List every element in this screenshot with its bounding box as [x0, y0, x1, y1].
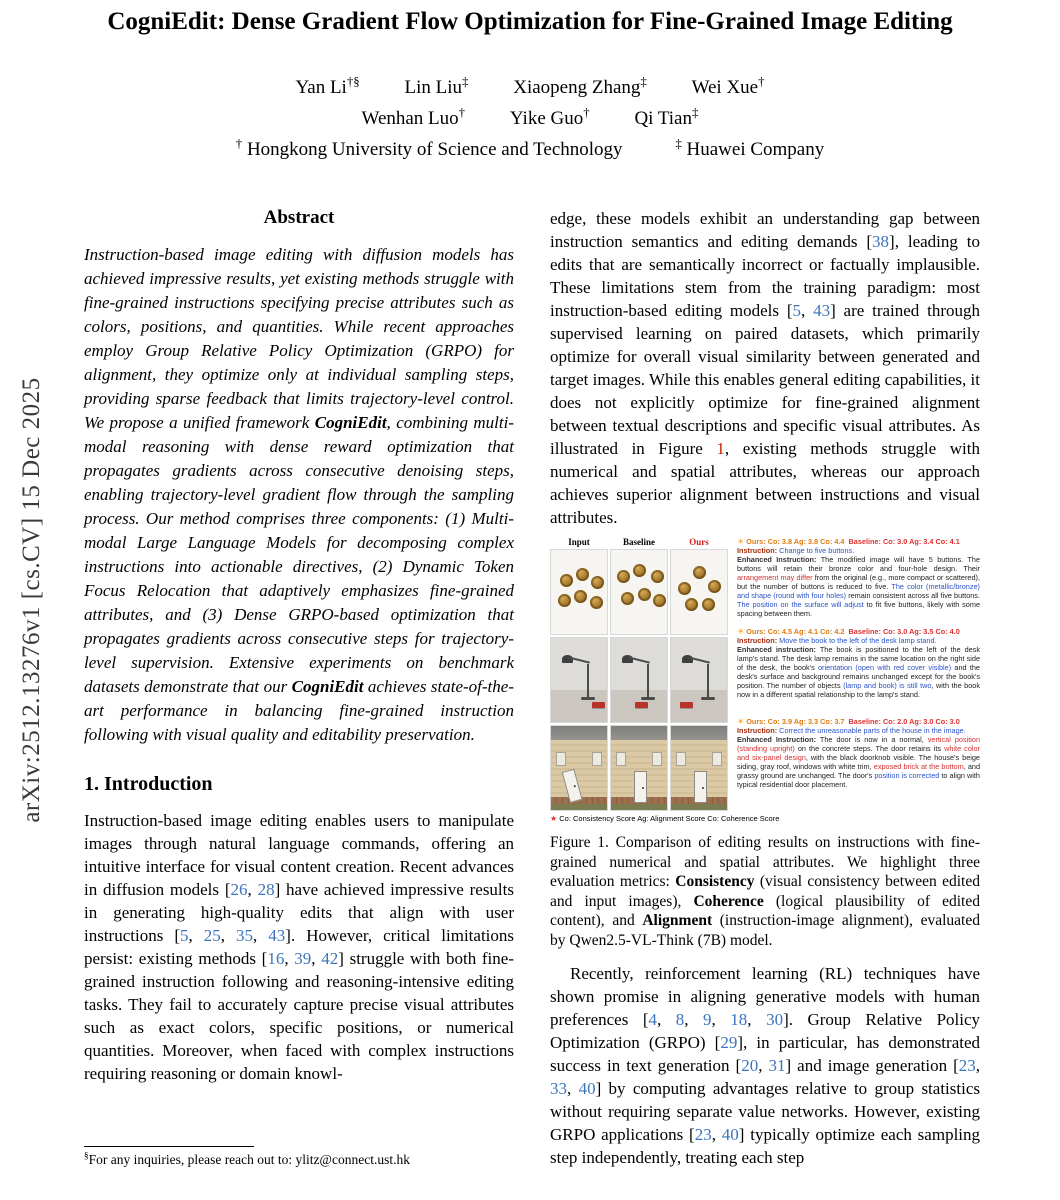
author: [509, 104, 590, 129]
house-window: [652, 752, 662, 766]
lamp-stand: [587, 664, 589, 698]
house-window: [556, 752, 566, 766]
figure-row-house: [550, 725, 732, 811]
red-book: [635, 702, 648, 708]
button-coin: [702, 598, 715, 611]
instruction-line: [737, 546, 980, 555]
enhanced-segment: to align with typical residential door placement.: [737, 771, 980, 789]
author-row-2: [60, 103, 1000, 134]
button-coin: [560, 574, 573, 587]
sun-icon: ☀: [737, 717, 745, 726]
paper-title: CogniEdit: Dense Gradient Flow Optimization for Fine-Grained Image Editing: [107, 8, 953, 35]
author-name: Lin Liu: [404, 77, 463, 98]
author-name: Wenhan Luo: [361, 108, 459, 129]
author-name: Qi Tian: [634, 108, 692, 129]
house-roof: [551, 726, 607, 740]
affiliation-text: Huawei Company: [686, 139, 825, 160]
author-marker: ‡: [692, 104, 699, 120]
figure-image-lamp-ours: [670, 637, 728, 723]
house-door: [694, 771, 707, 803]
button-coin: [590, 596, 603, 609]
figure-ref-link[interactable]: 1: [716, 439, 725, 458]
enhanced-segment: from the original (e.g., more compact or scattered), but the number of buttons is reduced to five.: [737, 573, 980, 591]
ours-scores: Ours: Co: 3.9 Ag: 3.3 Co: 3.7: [746, 717, 845, 726]
house-roof: [611, 726, 667, 740]
button-coin: [617, 570, 630, 583]
section-heading-introduction: 1. Introduction: [84, 773, 213, 795]
figure-images: [550, 537, 732, 813]
enhanced-segment: The color (metallic/bronze) and shape (round with four holes): [737, 582, 980, 600]
citation-link[interactable]: 40: [721, 1125, 739, 1144]
citation-link[interactable]: 20: [741, 1056, 759, 1075]
author-name: Yike Guo: [509, 108, 584, 129]
citation-link[interactable]: 18: [730, 1010, 748, 1029]
footnote-rule: [84, 1146, 254, 1147]
enhanced-segment: vertical position (standing upright): [737, 735, 980, 753]
enhanced-label: Enhanced Instruction:: [737, 555, 817, 564]
enhanced-label: Enhanced instruction:: [737, 645, 816, 654]
citation-link[interactable]: 31: [768, 1056, 786, 1075]
figure-image-house-baseline: [610, 725, 668, 811]
star-icon: ★: [550, 814, 558, 823]
baseline-scores: Baseline: Co: 3.0 Ag: 3.5 Co: 4.0: [848, 627, 960, 636]
instruction-text: Correct the unreasonable parts of the house in the image.: [779, 726, 966, 735]
figure-row-lamp: [550, 637, 732, 723]
author: [634, 104, 699, 129]
body-paragraph: Recently, reinforcement learning (RL) techniques have shown promise in aligning generative models with human preferences [4, 8, 9, 18, 30]. Group Relative Policy Optimization (GRPO) [29], in particular, has demonstrated success in text generation [20, 31] and image generation [23, 33, 40] by computing advantages relative to group statistics without requiring separate value networks. However, existing GRPO applications [23, 40] typically optimize each sampling step independently, treating each step: [550, 964, 980, 1167]
affiliation-row: [60, 134, 1000, 165]
button-coin: [693, 566, 706, 579]
citation-link[interactable]: 29: [720, 1033, 738, 1052]
instruction-text: Change to five buttons.: [779, 546, 855, 555]
enhanced-segment: , with the black doorknob visible. The house's beige siding, gray roof, windows with white trim,: [737, 753, 980, 771]
button-coin: [651, 570, 664, 583]
button-coin: [558, 594, 571, 607]
author-row-1: [60, 72, 1000, 103]
author: [513, 73, 647, 98]
affiliation: [235, 135, 623, 160]
enhanced-segment: , with the book now in a different spatial relationship to the lamp's stand.: [737, 681, 980, 699]
footnote: [84, 1146, 514, 1168]
citation-link[interactable]: 40: [578, 1079, 596, 1098]
ours-scores: Ours: Co: 4.5 Ag: 4.1 Co: 4.2: [746, 627, 845, 636]
enhanced-segment: and the desk's surface and background remains unchanged except for the book's position. The number of objects: [737, 663, 980, 690]
citation-link[interactable]: 43: [268, 926, 286, 945]
figure-image-lamp-input: [550, 637, 608, 723]
figure-legend: [550, 814, 980, 823]
figure-annotation-lamp: [737, 627, 980, 715]
house-window: [592, 752, 602, 766]
score-line: [737, 717, 980, 726]
abstract-text: Instruction-based image editing with diffusion models has achieved impressive results, yet existing methods struggle with fine-grained instructions specifying precise attributes such as colors, positions, and quantities. While recent approaches employ Group Relative Policy Optimization (GRPO) for alignment, they optimize only at individual sampling steps, providing sparse feedback that limits trajectory-level control. We propose a unified framework CogniEdit, combining multi-modal reasoning with dense reward optimization that propagates gradients across consecutive denoising steps, enabling trajectory-level gradient flow through the sampling process. Our method comprises three components: (1) Multi-modal Large Language Models for decomposing complex instructions into actionable directives, (2) Dynamic Token Focus Relocation that adaptively emphasizes fine-grained attributes, and (3) Dense GRPO-based optimization that propagates gradients across consecutive steps for trajectory-level supervision. Extensive experiments on benchmark datasets demonstrate that our CogniEdit achieves state-of-the-art performance in balancing fine-grained instruction following with visual quality and editability preservation.: [84, 245, 514, 744]
figure-image-buttons-baseline: [610, 549, 668, 635]
button-coin: [574, 590, 587, 603]
enhanced-text: [737, 645, 980, 699]
right-column: [550, 207, 980, 1200]
enhanced-instruction-line: [737, 645, 980, 699]
figure-caption: Figure 1. Comparison of editing results on instructions with fine-grained numerical and spatial attributes. We highlight three evaluation metrics: Consistency (visual consistency between edited and input images), Coherence (logical plausibility of edited content), and Alignment (instruction-image alignment), evaluated by Qwen2.5-VL-Think (7B) model.: [550, 834, 980, 949]
figure-annotation-buttons: [737, 537, 980, 625]
citation-link[interactable]: 35: [236, 926, 254, 945]
author-block: [60, 72, 1000, 165]
figure-annotation-house: [737, 717, 980, 805]
arxiv-watermark: arXiv:2512.13276v1 [cs.CV] 15 Dec 2025: [18, 377, 45, 823]
citation-link[interactable]: 42: [321, 949, 339, 968]
lamp-base: [581, 697, 595, 700]
affiliation-text: Hongkong University of Science and Technology: [246, 139, 623, 160]
enhanced-label: Enhanced Instruction:: [737, 735, 816, 744]
author-marker: †: [758, 73, 765, 89]
baseline-scores: Baseline: Co: 3.0 Ag: 3.4 Co: 4.1: [848, 537, 960, 546]
author: [295, 73, 360, 98]
enhanced-segment: exposed brick at the bottom: [873, 762, 964, 771]
citation-link[interactable]: 33: [550, 1079, 567, 1098]
instruction-label: Instruction:: [737, 546, 778, 555]
author-marker: ‡: [640, 73, 647, 89]
instruction-line: [737, 726, 980, 735]
enhanced-segment: orientation (open with red cover visible): [818, 663, 952, 672]
affiliation-marker: ‡: [675, 135, 682, 151]
citation-link[interactable]: 38: [872, 232, 890, 251]
button-coin: [591, 576, 604, 589]
figure-image-house-ours: [670, 725, 728, 811]
enhanced-segment: , and grassy ground are unchanged. The door's: [737, 762, 980, 780]
enhanced-segment: The modified image will have 5 buttons. The buttons will retain their bronze color and four-hole design. Their: [737, 555, 980, 573]
lamp-stand: [707, 664, 709, 698]
affiliation: [675, 135, 825, 160]
figure-grid: [550, 537, 980, 813]
enhanced-text: [737, 555, 980, 618]
button-coin: [708, 580, 721, 593]
enhanced-segment: remain consistent across all five buttons.: [846, 591, 980, 600]
ours-scores: Ours: Co: 3.8 Ag: 3.8 Co: 4.4: [746, 537, 845, 546]
instruction-label: Instruction:: [737, 726, 778, 735]
button-coin: [621, 592, 634, 605]
sun-icon: ☀: [737, 537, 745, 546]
enhanced-instruction-line: [737, 555, 980, 618]
house-grass: [611, 804, 667, 810]
house-window: [616, 752, 626, 766]
enhanced-segment: The door is now in a normal,: [819, 735, 928, 744]
figure-image-house-input: [550, 725, 608, 811]
citation-link[interactable]: 25: [203, 926, 221, 945]
footnote-marker: §: [84, 1150, 89, 1161]
citation-link[interactable]: 23: [694, 1125, 712, 1144]
score-line: [737, 537, 980, 546]
author-name: Yan Li: [295, 77, 347, 98]
score-line: [737, 627, 980, 636]
author-marker: †§: [346, 73, 360, 89]
button-coin: [678, 582, 691, 595]
baseline-scores: Baseline: Co: 2.0 Ag: 3.0 Co: 3.0: [848, 717, 960, 726]
instruction-text: Move the book to the left of the desk lamp stand.: [779, 636, 937, 645]
figure-row-buttons: [550, 549, 732, 635]
footnote-text[interactable]: For any inquiries, please reach out to: ylitz@connect.ust.hk: [88, 1152, 410, 1167]
abstract-heading: Abstract: [263, 207, 335, 228]
enhanced-segment: white color and six-panel design: [737, 744, 980, 762]
enhanced-segment: The position on the surface will adjust: [737, 600, 864, 609]
column-header-input: Input: [568, 537, 590, 547]
citation-link[interactable]: 5: [180, 926, 189, 945]
lamp-base: [641, 697, 655, 700]
house-grass: [551, 804, 607, 810]
author: [361, 104, 466, 129]
citation-link[interactable]: 9: [703, 1010, 712, 1029]
citation-link[interactable]: 28: [257, 880, 275, 899]
citation-link[interactable]: 8: [675, 1010, 685, 1029]
author-marker: ‡: [462, 73, 469, 89]
intro-paragraph: Instruction-based image editing enables users to manipulate images through natural language commands, offering an intuitive interface for visual content creation. Recent advances in diffusion models [26, 28] have achieved impressive results in generating high-quality edits that align with user instructions [5, 25, 35, 43]. However, critical limitations persist: existing methods [16, 39, 42] struggle with both fine-grained instruction following and reasoning-intensive editing tasks. They fail to accurately capture precise visual attributes such as exact colors, specific positions, or numerical quantities. Moreover, when faced with complex instructions requiring reasoning or domain knowl-: [84, 811, 515, 1083]
enhanced-instruction-line: [737, 735, 980, 789]
enhanced-segment: arrangement may differ: [737, 573, 813, 582]
figure-annotations: [732, 537, 980, 813]
citation-link[interactable]: 39: [294, 949, 312, 968]
enhanced-text: [737, 735, 980, 789]
enhanced-segment: on the concrete steps. The door retains its: [794, 744, 945, 753]
author: [404, 73, 469, 98]
author-name: Wei Xue: [691, 77, 759, 98]
citation-link[interactable]: 4: [648, 1010, 657, 1029]
citation-link[interactable]: 30: [766, 1010, 784, 1029]
figure-1: [550, 537, 980, 950]
house-grass: [671, 804, 727, 810]
red-book: [680, 702, 693, 708]
author: [691, 73, 765, 98]
citation-link[interactable]: 26: [230, 880, 248, 899]
citation-link[interactable]: 23: [958, 1056, 976, 1075]
lamp-stand: [647, 664, 649, 698]
affiliation-marker: †: [235, 135, 243, 151]
button-coin: [576, 568, 589, 581]
column-header-ours: Ours: [689, 537, 709, 547]
enhanced-segment: (lamp and book) is still two: [843, 681, 932, 690]
enhanced-segment: position is corrected: [874, 771, 940, 780]
instruction-label: Instruction:: [737, 636, 778, 645]
legend-text: Co: Consistency Score Ag: Alignment Score Co: Coherence Score: [559, 814, 780, 823]
column-header-baseline: Baseline: [622, 537, 655, 547]
citation-link[interactable]: 16: [267, 949, 285, 968]
house-door: [634, 771, 647, 803]
figure-image-buttons-ours: [670, 549, 728, 635]
author-marker: †: [458, 104, 466, 120]
enhanced-segment: The book is positioned to the left of the desk lamp's stand. The desk lamp remains in the same location on the right side of the desk, the book's: [737, 645, 980, 672]
red-book: [592, 702, 605, 708]
citation-link[interactable]: 5: [792, 301, 801, 320]
lamp-base: [701, 697, 715, 700]
button-coin: [653, 594, 666, 607]
house-window: [712, 752, 722, 766]
button-coin: [638, 588, 651, 601]
figure-column-headers: [550, 537, 732, 547]
figure-image-buttons-input: [550, 549, 608, 635]
button-coin: [685, 598, 698, 611]
enhanced-segment: to fit five buttons, likely with some spacing between them.: [737, 600, 980, 618]
author-name: Xiaopeng Zhang: [513, 77, 641, 98]
citation-link[interactable]: 43: [813, 301, 831, 320]
house-roof: [671, 726, 727, 740]
figure-image-lamp-baseline: [610, 637, 668, 723]
author-marker: †: [583, 104, 590, 120]
house-window: [676, 752, 686, 766]
left-column: [84, 207, 514, 1085]
instruction-line: [737, 636, 980, 645]
sun-icon: ☀: [737, 627, 745, 636]
button-coin: [633, 564, 646, 577]
body-paragraph: edge, these models exhibit an understanding gap between instruction semantics and editing demands [38], leading to edits that are semantically incorrect or factually implausible. These limitations stem from the training paradigm: most instruction-based editing models [5, 43] are trained through supervised learning on paired datasets, which primarily optimize for overall visual similarity between generated and target images. While this enables general editing capabilities, it does not explicitly optimize for fine-grained alignment between textual descriptions and specific visual attributes. As illustrated in Figure 1, existing methods struggle with numerical and spatial attributes, whereas our approach achieves superior alignment between instructions and visual attributes.: [550, 209, 980, 527]
